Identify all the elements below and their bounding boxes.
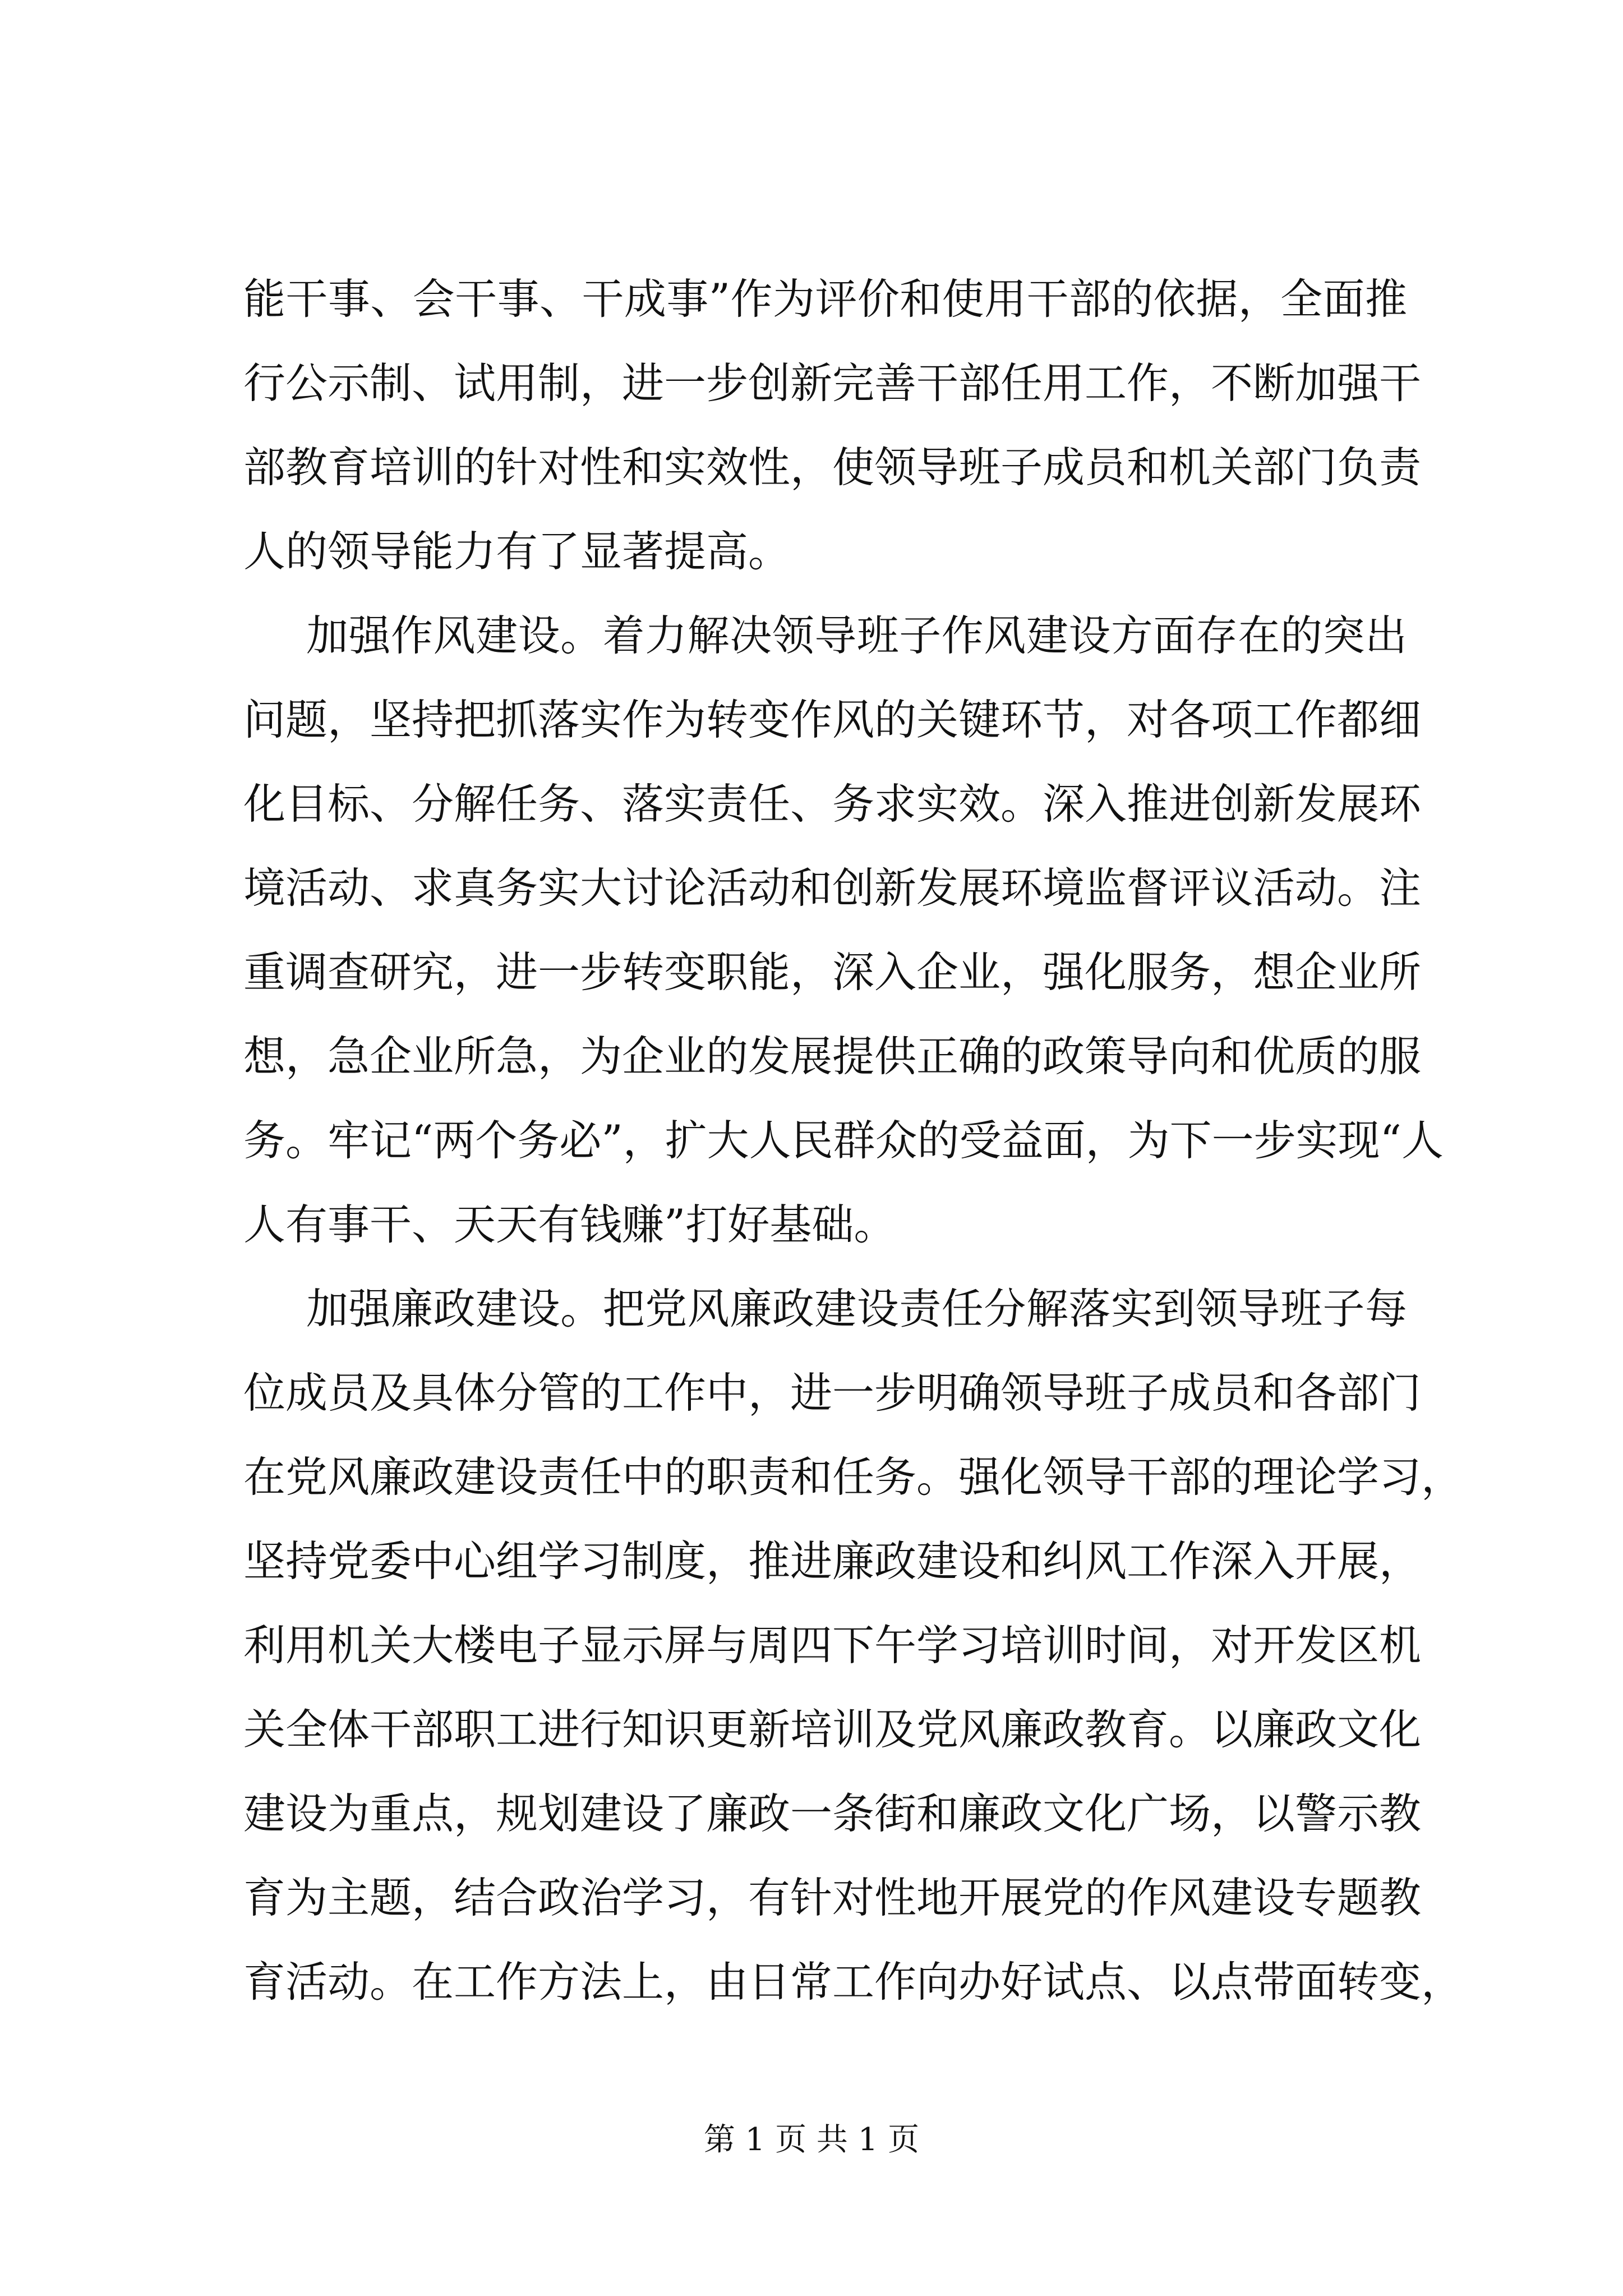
text-line: 行公示制、试用制，进一步创新完善干部任用工作，不断加强干 [243, 358, 1422, 408]
text-line: 育活动。在工作方法上，由日常工作向办好试点、以点带面转变， [243, 1957, 1464, 2007]
text-line: 人有事干、天天有钱赚”打好基础。 [243, 1200, 896, 1249]
text-line: 重调查研究，进一步转变职能，深入企业，强化服务，想企业所 [243, 947, 1422, 997]
text-line: 加强作风建设。着力解决领导班子作风建设方面存在的突出 [306, 611, 1407, 660]
text-line: 育为主题，结合政治学习，有针对性地开展党的作风建设专题教 [243, 1873, 1422, 1922]
document-body [243, 257, 1464, 2024]
text-line: 想，急企业所急，为企业的发展提供正确的政策导向和优质的服 [243, 1032, 1422, 1081]
page-number-footer: 第 1 页 共 1 页 [703, 2122, 920, 2158]
text-line: 化目标、分解任务、落实责任、务求实效。深入推进创新发展环 [243, 779, 1422, 829]
text-line: 位成员及具体分管的工作中，进一步明确领导班子成员和各部门 [243, 1368, 1422, 1418]
text-line: 务。牢记“两个务必”，扩大人民群众的受益面，为下一步实现“人 [243, 1116, 1444, 1165]
text-line: 境活动、求真务实大讨论活动和创新发展环境监督评议活动。注 [243, 863, 1422, 913]
text-line: 在党风廉政建设责任中的职责和任务。强化领导干部的理论学习， [243, 1452, 1464, 1502]
text-line: 关全体干部职工进行知识更新培训及党风廉政教育。以廉政文化 [243, 1705, 1422, 1754]
text-line: 能干事、会干事、干成事”作为评价和使用干部的依据，全面推 [243, 274, 1407, 324]
text-line: 问题，坚持把抓落实作为转变作风的关键环节，对各项工作都细 [243, 695, 1422, 744]
text-line: 建设为重点，规划建设了廉政一条街和廉政文化广场，以警示教 [243, 1789, 1422, 1838]
text-line: 人的领导能力有了显著提高。 [243, 527, 791, 576]
text-line: 加强廉政建设。把党风廉政建设责任分解落实到领导班子每 [306, 1284, 1407, 1333]
text-line: 利用机关大楼电子显示屏与周四下午学习培训时间，对开发区机 [243, 1621, 1422, 1670]
text-line: 坚持党委中心组学习制度，推进廉政建设和纠风工作深入开展， [243, 1536, 1422, 1586]
text-line: 部教育培训的针对性和实效性，使领导班子成员和机关部门负责 [243, 443, 1422, 492]
